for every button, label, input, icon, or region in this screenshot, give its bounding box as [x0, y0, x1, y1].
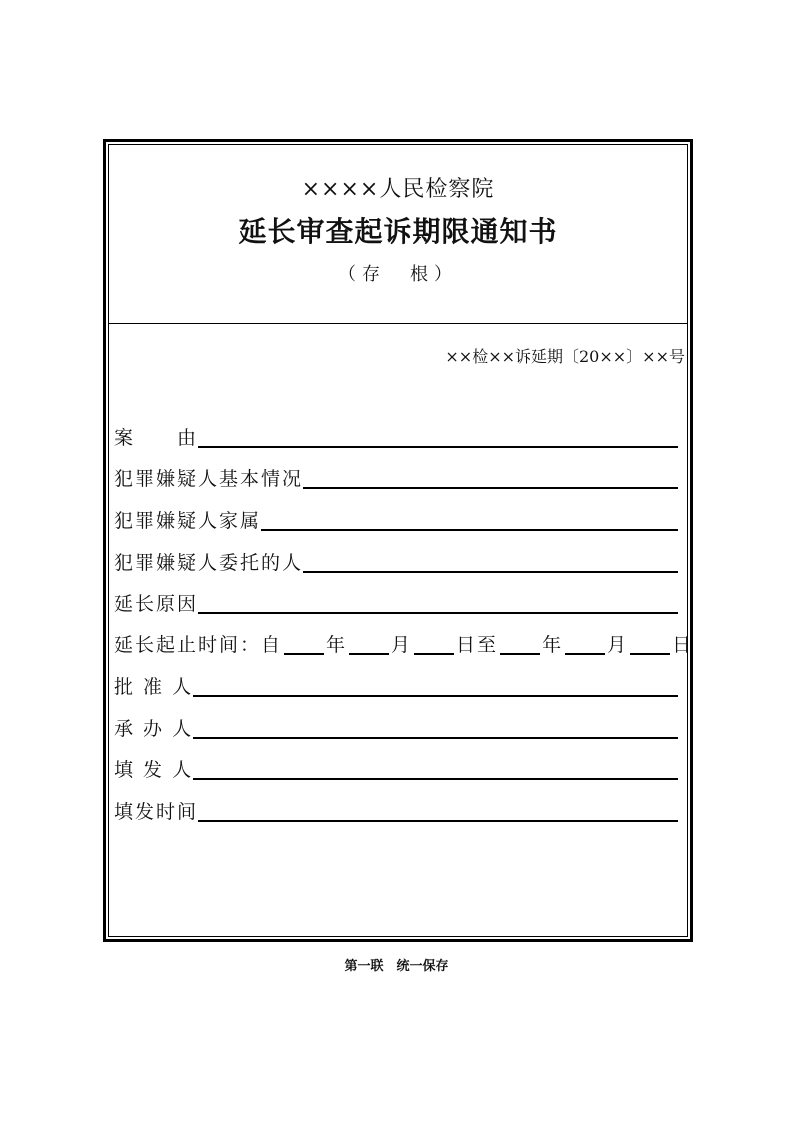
suspect-info-blank[interactable]: [303, 487, 678, 489]
field-handler: [114, 716, 678, 740]
suspect-family-blank[interactable]: [261, 529, 678, 531]
field-extension-period: [114, 632, 693, 656]
start-year-blank[interactable]: [284, 653, 324, 655]
extension-reason-blank[interactable]: [198, 612, 678, 614]
field-suspect-agent: [114, 550, 678, 574]
end-year-blank[interactable]: [500, 653, 540, 655]
field-issue-time: [114, 799, 678, 823]
header-divider: [108, 323, 688, 324]
day-label: 日: [672, 634, 694, 656]
issue-time-blank[interactable]: [198, 820, 678, 822]
procuratorate-name: ××××人民检察院: [301, 177, 495, 202]
day-to-label: 日至: [456, 634, 499, 656]
document-subtitle: （存 根）: [338, 264, 458, 285]
document-number: ××检××诉延期〔20××〕××号: [445, 347, 685, 366]
field-label: 填 发 人: [114, 759, 194, 781]
field-extension-reason: [114, 591, 678, 615]
start-month-blank[interactable]: [349, 653, 389, 655]
field-label: 犯罪嫌疑人基本情况: [114, 468, 304, 490]
field-suspect-family: [114, 508, 678, 532]
year-label: 年: [326, 634, 348, 656]
document-title: 延长审查起诉期限通知书: [238, 215, 558, 248]
copy-footer: 第一联 统一保存: [344, 959, 449, 974]
month-label: 月: [391, 634, 413, 656]
field-case-cause: [114, 425, 678, 449]
field-label: 承 办 人: [114, 718, 194, 740]
start-day-blank[interactable]: [414, 653, 454, 655]
field-label: 案 由: [114, 427, 199, 449]
field-issuer: [114, 757, 678, 781]
field-suspect-info: [114, 466, 678, 490]
period-label: 延长起止时间：自: [114, 634, 283, 656]
case-cause-blank[interactable]: [198, 446, 678, 448]
end-month-blank[interactable]: [565, 653, 605, 655]
field-label: 延长原因: [114, 593, 199, 615]
suspect-agent-blank[interactable]: [303, 571, 678, 573]
handler-blank[interactable]: [193, 737, 678, 739]
issuer-blank[interactable]: [193, 778, 678, 780]
end-day-blank[interactable]: [630, 653, 670, 655]
field-label: 犯罪嫌疑人委托的人: [114, 552, 304, 574]
field-label: 批 准 人: [114, 676, 194, 698]
field-label: 填发时间: [114, 801, 199, 823]
approver-blank[interactable]: [193, 695, 678, 697]
month-label: 月: [607, 634, 629, 656]
field-label: 犯罪嫌疑人家属: [114, 510, 262, 532]
year-label: 年: [542, 634, 564, 656]
field-approver: [114, 674, 678, 698]
